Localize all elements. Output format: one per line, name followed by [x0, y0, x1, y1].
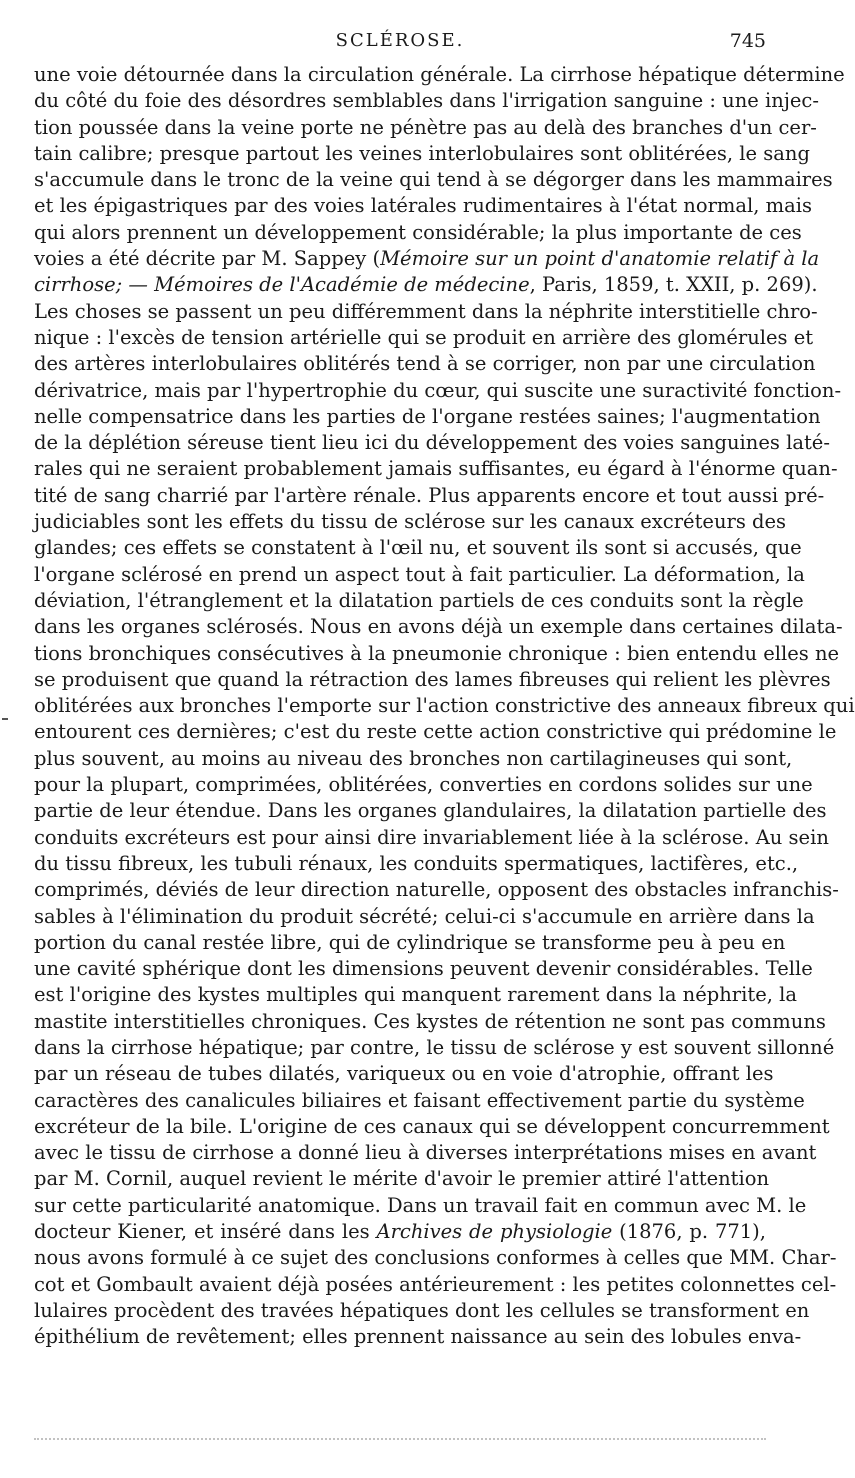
text-line: nous avons formulé à ce sujet des conclusions conformes à celles que MM. Char-: [34, 1246, 837, 1270]
text-line: qui alors prennent un développement considérable; la plus importante de ces: [34, 220, 802, 244]
margin-mark: [2, 718, 8, 720]
text-line: nelle compensatrice dans les parties de l'organe restées saines; l'augmentation: [34, 404, 821, 428]
text-line: sables à l'élimination du produit sécrété; celui-ci s'accumule en arrière dans la: [34, 904, 815, 928]
citation-italic: Archives de physiologie: [376, 1220, 613, 1244]
text-line: plus souvent, au moins au niveau des bronches non cartilagineuses qui sont,: [34, 746, 793, 770]
text-line: pour la plupart, comprimées, oblitérées, converties en cordons solides sur une: [34, 773, 813, 797]
text-line: déviation, l'étranglement et la dilatation partiels de ces conduits sont la règle: [34, 588, 804, 612]
text-line: du tissu fibreux, les tubuli rénaux, les conduits spermatiques, lactifères, etc.,: [34, 851, 799, 875]
citation-italic: Mémoire sur un point d'anatomie relatif à la: [380, 247, 820, 271]
body-text: [34, 62, 855, 1351]
running-head: [34, 30, 766, 58]
text-line: dans la cirrhose hépatique; par contre, le tissu de sclérose y est souvent sillonné: [34, 1035, 835, 1059]
text-line: caractères des canalicules biliaires et faisant effectivement partie du système: [34, 1088, 805, 1112]
text-line: [34, 246, 820, 272]
text-line: avec le tissu de cirrhose a donné lieu à diverses interprétations mises en avant: [34, 1141, 817, 1165]
text-line: Les choses se passent un peu différemment dans la néphrite interstitielle chro-: [34, 299, 818, 323]
text-line: entourent ces dernières; c'est du reste cette action constrictive qui prédomine le: [34, 720, 837, 744]
text-line: cot et Gombault avaient déjà posées antérieurement : les petites colonnettes cel-: [34, 1272, 837, 1296]
text-line: comprimés, déviés de leur direction naturelle, opposent des obstacles infranchis-: [34, 878, 839, 902]
text-span: voies a été décrite par M. Sappey (: [34, 247, 381, 271]
text-line: judiciables sont les effets du tissu de sclérose sur les canaux excréteurs des: [34, 510, 787, 534]
text-line: [34, 1219, 766, 1245]
page-title: SCLÉROSE.: [335, 30, 465, 51]
text-line: tions bronchiques consécutives à la pneumonie chronique : bien entendu elles ne: [34, 641, 840, 665]
text-line: mastite interstitielles chroniques. Ces kystes de rétention ne sont pas communs: [34, 1009, 826, 1033]
citation-italic: cirrhose; — Mémoires de l'Académie de médecine: [34, 273, 530, 297]
text-line: une cavité sphérique dont les dimensions peuvent devenir considérables. Telle: [34, 957, 813, 981]
text-line: tion poussée dans la veine porte ne pénètre pas au delà des branches d'un cer-: [34, 115, 817, 139]
text-line: une voie détournée dans la circulation générale. La cirrhose hépatique détermine: [34, 63, 845, 86]
text-line: tité de sang charrié par l'artère rénale. Plus apparents encore et tout aussi pré-: [34, 483, 825, 507]
text-line: se produisent que quand la rétraction des lames fibreuses qui relient les plèvres: [34, 667, 831, 691]
text-line: conduits excréteurs est pour ainsi dire invariablement liée à la sclérose. Au sein: [34, 825, 829, 849]
page-number: 745: [729, 30, 766, 52]
text-line: partie de leur étendue. Dans les organes glandulaires, la dilatation partielle des: [34, 799, 827, 823]
text-line: dans les organes sclérosés. Nous en avons déjà un exemple dans certaines dilata-: [34, 615, 843, 639]
text-line: nique : l'excès de tension artérielle qui se produit en arrière des glomérules et: [34, 325, 814, 349]
text-line: des artères interlobulaires oblitérés tend à se corriger, non par une circulation: [34, 352, 816, 376]
text-line: lulaires procèdent des travées hépatiques dont les cellules se transforment en: [34, 1298, 810, 1322]
text-line: par un réseau de tubes dilatés, variqueux ou en voie d'atrophie, offrant les: [34, 1062, 774, 1086]
text-line: est l'origine des kystes multiples qui manquent rarement dans la néphrite, la: [34, 983, 797, 1007]
text-line: rales qui ne seraient probablement jamais suffisantes, eu égard à l'énorme quan-: [34, 457, 838, 481]
text-line: sur cette particularité anatomique. Dans un travail fait en commun avec M. le: [34, 1193, 807, 1217]
text-line: du côté du foie des désordres semblables dans l'irrigation sanguine : une injec-: [34, 89, 819, 113]
text-line: portion du canal restée libre, qui de cylindrique se transforme peu à peu en: [34, 930, 786, 954]
text-line: épithélium de revêtement; elles prennent naissance au sein des lobules enva-: [34, 1325, 802, 1349]
text-span: docteur Kiener, et inséré dans les: [34, 1220, 377, 1244]
text-line: oblitérées aux bronches l'emporte sur l'action constrictive des anneaux fibreux qui: [34, 694, 855, 718]
text-line: de la déplétion séreuse tient lieu ici du développement des voies sanguines laté-: [34, 431, 830, 455]
text-line: par M. Cornil, auquel revient le mérite d'avoir le premier attiré l'attention: [34, 1167, 770, 1191]
text-span: (1876, p. 771),: [612, 1220, 766, 1244]
text-line: excréteur de la bile. L'origine de ces canaux qui se développent concurremment: [34, 1114, 830, 1138]
text-line: et les épigastriques par des voies latérales rudimentaires à l'état normal, mais: [34, 194, 813, 218]
text-line: dérivatrice, mais par l'hypertrophie du cœur, qui suscite une suractivité fonction-: [34, 378, 842, 402]
text-line: tain calibre; presque partout les veines interlobulaires sont oblitérées, le sang: [34, 141, 810, 165]
text-line: s'accumule dans le tronc de la veine qui tend à se dégorger dans les mammaires: [34, 168, 833, 192]
text-line: glandes; ces effets se constatent à l'œil nu, et souvent ils sont si accusés, que: [34, 536, 802, 560]
text-line: [34, 272, 818, 298]
text-span: , Paris, 1859, t. XXII, p. 269).: [529, 273, 818, 297]
text-line: l'organe sclérosé en prend un aspect tout à fait particulier. La déformation, la: [34, 562, 805, 586]
footer-rule: [34, 1438, 766, 1440]
